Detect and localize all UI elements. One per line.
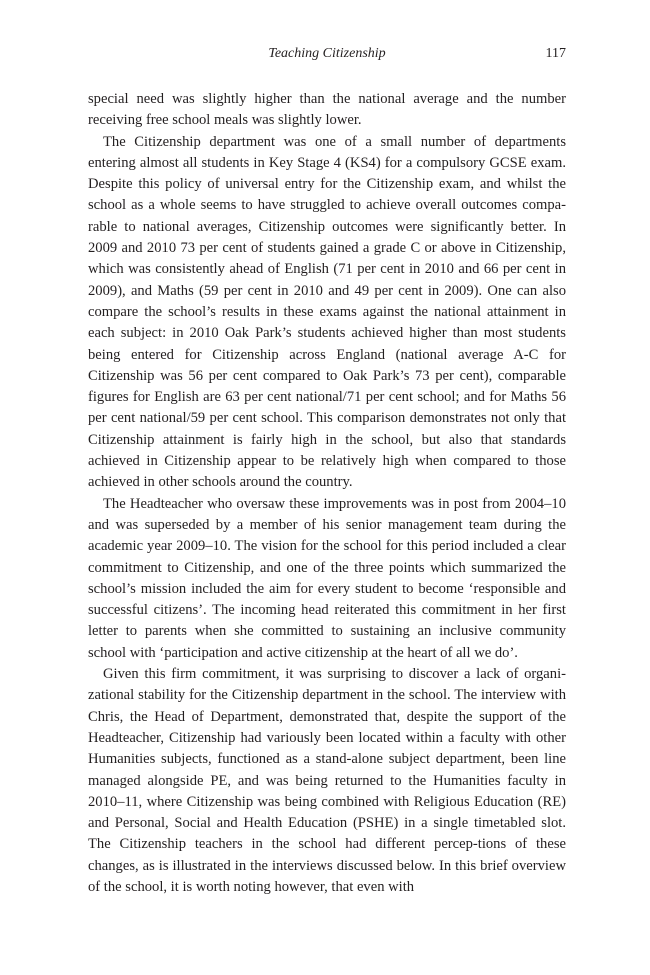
page-number: 117	[545, 46, 566, 61]
paragraph-headteacher-vision: The Headteacher who oversaw these improvements was in post from 2004–10 and was superseded by a member of his senior management team during the academic year 2009–10. The vision for the school for this period included a clear commitment to Citizenship, and one of the three points which summarized the school’s mission included the aim for every student to become ‘responsible and successful citizens’. The incoming head reiterated this commitment in her first letter to parents when she committed to sustaining an inclusive community school with ‘participation and active citizenship at the heart of all we do’.	[88, 495, 566, 661]
running-title: Teaching Citizenship	[268, 46, 386, 61]
running-head	[88, 43, 566, 65]
body-text	[88, 89, 566, 898]
paragraph-organizational-stability: Given this firm commitment, it was surprising to discover a lack of organi-zational stability for the Citizenship department in the school. The interview with Chris, the Head of Department, demonstrated that, despite the support of the Headteacher, Citizenship had variously been located within a faculty with other Humanities subjects, functioned as a stand-alone subject department, been line managed alongside PE, and was being returned to the Humanities faculty in 2010–11, where Citizenship was being combined with Religious Education (RE) and Personal, Social and Health Education (PSHE) in a single timetabled slot. The Citizenship teachers in the school had different percep-tions of these changes, as is illustrated in the interviews discussed below. In this brief overview of the school, it is worth noting however, that even with	[88, 666, 566, 895]
paragraph-citizenship-outcomes: The Citizenship department was one of a small number of departments entering almost all students in Key Stage 4 (KS4) for a compulsory GCSE exam. Despite this policy of universal entry for the Citizenship exam, and whilst the school as a whole seems to have struggled to achieve overall outcomes compa-rable to national averages, Citizenship outcomes were significantly better. In 2009 and 2010 73 per cent of students gained a grade C or above in Citizenship, which was consistently ahead of English (71 per cent in 2010 and 66 per cent in 2009), and Maths (59 per cent in 2010 and 49 per cent in 2009). One can also compare the school’s results in these exams against the national attainment in each subject: in 2010 Oak Park’s students achieved higher than most students being entered for Citizenship across England (national average A-C for Citizenship was 56 per cent compared to Oak Park’s 73 per cent), comparable figures for English are 63 per cent national/71 per cent school; and for Maths 56 per cent national/59 per cent school. This comparison demonstrates not only that Citizenship attainment is fairly high in the school, but also that standards achieved in Citizenship appear to be relatively high when compared to those achieved in other schools around the country.	[88, 133, 566, 491]
paragraph-continuation: special need was slightly higher than the national average and the number receiving free school meals was slightly lower.	[88, 91, 566, 129]
